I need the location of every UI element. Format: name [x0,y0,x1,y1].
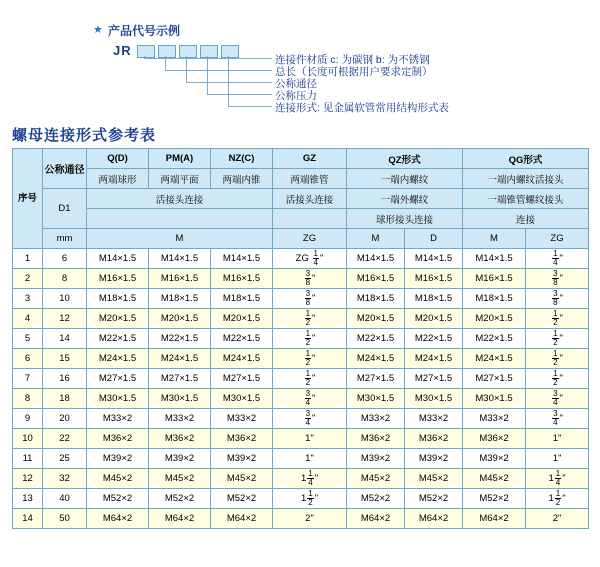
cell-qg-zg: 1 $\frac{1}{2}$ " [526,489,589,509]
th-conn-qz: 一端外螺纹 [347,189,463,209]
cell-qz-m: M45×2 [347,469,405,489]
lead-h-1 [144,58,272,59]
table-row [13,409,589,429]
cell-dn: 25 [43,449,87,469]
th-form-nzc: 两端内锥 [211,169,273,189]
cell-gz-zg: 1" [273,429,347,449]
cell-nzc-m: M30×1.5 [211,389,273,409]
cell-qg-m: M39×2 [463,449,526,469]
code-box-4 [200,45,218,58]
code-box-2 [158,45,176,58]
lead-h-4 [207,94,272,95]
cell-qz-m: M14×1.5 [347,249,405,269]
star-icon: ★ [93,24,103,36]
cell-qz-d: M22×1.5 [405,329,463,349]
th-conn-left: 活接头连接 [87,189,273,209]
cell-qg-m: M36×2 [463,429,526,449]
lead-h-5 [228,106,272,107]
cell-qd-m: M22×1.5 [87,329,149,349]
cell-qg-zg: $\frac{3}{8}$ " [526,269,589,289]
cell-no: 1 [13,249,43,269]
cell-qg-zg: $\frac{1}{4}$ " [526,249,589,269]
head-row-connection2 [13,209,589,229]
table-row [13,309,589,329]
cell-pma-m: M45×2 [149,469,211,489]
cell-gz-zg: $\frac{3}{4}$ " [273,409,347,429]
th-unit-qz-d: D [405,229,463,249]
diagram-label-dn: 公称通径 [275,78,317,90]
lead-h-2 [165,70,272,71]
cell-qz-m: M18×1.5 [347,289,405,309]
cell-qz-m: M30×1.5 [347,389,405,409]
cell-qd-m: M52×2 [87,489,149,509]
table-row [13,429,589,449]
cell-dn: 10 [43,289,87,309]
cell-dn: 50 [43,509,87,529]
lead-v-4 [207,56,208,95]
cell-gz-zg: 1 $\frac{1}{4}$ " [273,469,347,489]
th-conn-gz: 活接头连接 [273,189,347,209]
cell-no: 10 [13,429,43,449]
code-box-1 [137,45,155,58]
diagram-label-connection: 连接形式: 见金属软管常用结构形式表 [275,102,449,114]
head-row-forms [13,169,589,189]
cell-qg-m: M33×2 [463,409,526,429]
th-d1: D1 [43,189,87,229]
cell-dn: 22 [43,429,87,449]
cell-no: 9 [13,409,43,429]
cell-nzc-m: M14×1.5 [211,249,273,269]
diagram-label-pressure: 公称压力 [275,90,317,102]
cell-nzc-m: M16×1.5 [211,269,273,289]
cell-qz-d: M33×2 [405,409,463,429]
cell-qg-zg: 1 $\frac{1}{4}$ " [526,469,589,489]
cell-no: 8 [13,389,43,409]
cell-qg-m: M14×1.5 [463,249,526,269]
th-group-gz: GZ [273,149,347,169]
cell-pma-m: M39×2 [149,449,211,469]
cell-qz-d: M30×1.5 [405,389,463,409]
cell-qz-d: M27×1.5 [405,369,463,389]
cell-qz-d: M18×1.5 [405,289,463,309]
cell-qg-m: M30×1.5 [463,389,526,409]
table-body [13,249,589,529]
cell-dn: 15 [43,349,87,369]
th-index [13,149,43,249]
cell-gz-zg: 2" [273,509,347,529]
cell-qg-m: M24×1.5 [463,349,526,369]
cell-qd-m: M39×2 [87,449,149,469]
cell-gz-zg: $\frac{1}{2}$ " [273,349,347,369]
head-row-units [13,229,589,249]
th-unit-qz-m: M [347,229,405,249]
diagram-title: 产品代号示例 [108,24,181,38]
cell-qz-d: M24×1.5 [405,349,463,369]
cell-qz-d: M14×1.5 [405,249,463,269]
th-group-nzc: NZ(C) [211,149,273,169]
cell-qz-m: M27×1.5 [347,369,405,389]
cell-qg-m: M64×2 [463,509,526,529]
th-unit-qg-zg: ZG [526,229,589,249]
table-row [13,449,589,469]
cell-qz-d: M64×2 [405,509,463,529]
cell-qz-d: M36×2 [405,429,463,449]
cell-pma-m: M18×1.5 [149,289,211,309]
cell-qg-zg: $\frac{1}{2}$ " [526,349,589,369]
cell-qz-d: M39×2 [405,449,463,469]
cell-nzc-m: M22×1.5 [211,329,273,349]
cell-gz-zg: 1 $\frac{1}{2}$ " [273,489,347,509]
cell-qg-m: M18×1.5 [463,289,526,309]
cell-qz-m: M20×1.5 [347,309,405,329]
th-conn-qg2: 连接 [463,209,589,229]
table-row [13,389,589,409]
cell-qz-d: M45×2 [405,469,463,489]
cell-pma-m: M52×2 [149,489,211,509]
cell-gz-zg: $\frac{1}{2}$ " [273,309,347,329]
cell-qg-m: M52×2 [463,489,526,509]
cell-qg-m: M22×1.5 [463,329,526,349]
table-row [13,509,589,529]
cell-nzc-m: M45×2 [211,469,273,489]
cell-qz-m: M24×1.5 [347,349,405,369]
cell-qz-m: M36×2 [347,429,405,449]
head-row-connection [13,189,589,209]
cell-no: 4 [13,309,43,329]
cell-pma-m: M27×1.5 [149,369,211,389]
cell-no: 7 [13,369,43,389]
cell-no: 13 [13,489,43,509]
cell-pma-m: M24×1.5 [149,349,211,369]
table-row [13,249,589,269]
cell-no: 12 [13,469,43,489]
th-form-qg: 一端内螺纹活接头 [463,169,589,189]
cell-qz-m: M39×2 [347,449,405,469]
cell-qg-zg: 1" [526,449,589,469]
cell-no: 11 [13,449,43,469]
table-row [13,369,589,389]
lead-h-3 [186,82,272,83]
th-group-qz: QZ形式 [347,149,463,169]
table-row [13,469,589,489]
cell-qd-m: M18×1.5 [87,289,149,309]
th-conn-qg: 一端锥管螺纹接头 [463,189,589,209]
cell-qd-m: M33×2 [87,409,149,429]
th-group-qd: Q(D) [87,149,149,169]
th-unit-zg: ZG [273,229,347,249]
cell-pma-m: M14×1.5 [149,249,211,269]
cell-nzc-m: M39×2 [211,449,273,469]
nut-connection-table [12,148,589,529]
cell-qd-m: M27×1.5 [87,369,149,389]
cell-pma-m: M16×1.5 [149,269,211,289]
cell-no: 6 [13,349,43,369]
cell-gz-zg: ZG $\frac{1}{4}$ " [273,249,347,269]
cell-qg-zg: $\frac{1}{2}$ " [526,329,589,349]
table-row [13,349,589,369]
cell-qd-m: M64×2 [87,509,149,529]
cell-qz-d: M52×2 [405,489,463,509]
table-title: 螺母连接形式参考表 [12,127,157,144]
cell-qd-m: M30×1.5 [87,389,149,409]
cell-gz-zg: $\frac{1}{2}$ " [273,329,347,349]
table-row [13,489,589,509]
cell-pma-m: M36×2 [149,429,211,449]
cell-nzc-m: M20×1.5 [211,309,273,329]
table-row [13,289,589,309]
cell-gz-zg: $\frac{1}{2}$ " [273,369,347,389]
cell-dn: 16 [43,369,87,389]
cell-qd-m: M20×1.5 [87,309,149,329]
cell-pma-m: M33×2 [149,409,211,429]
table-row [13,329,589,349]
cell-pma-m: M30×1.5 [149,389,211,409]
cell-no: 5 [13,329,43,349]
cell-qd-m: M36×2 [87,429,149,449]
cell-qg-m: M27×1.5 [463,369,526,389]
th-unit-mm: mm [43,229,87,249]
cell-qd-m: M45×2 [87,469,149,489]
cell-qd-m: M14×1.5 [87,249,149,269]
cell-nzc-m: M52×2 [211,489,273,509]
th-index-text: 序号 [17,193,37,204]
cell-nzc-m: M18×1.5 [211,289,273,309]
cell-qz-d: M20×1.5 [405,309,463,329]
cell-dn: 12 [43,309,87,329]
cell-gz-zg: 1" [273,449,347,469]
cell-pma-m: M22×1.5 [149,329,211,349]
cell-no: 3 [13,289,43,309]
cell-qg-m: M45×2 [463,469,526,489]
cell-no: 14 [13,509,43,529]
th-blank-gz [273,209,347,229]
code-box-3 [179,45,197,58]
table-head [13,149,589,249]
cell-gz-zg: $\frac{3}{8}$ " [273,289,347,309]
cell-qg-m: M20×1.5 [463,309,526,329]
cell-qz-m: M16×1.5 [347,269,405,289]
table-row [13,269,589,289]
diagram-label-material: 连接件材质 c: 为碳钢 b: 为不锈钢 [275,54,430,66]
code-box-5 [221,45,239,58]
th-dn: 公称通径 [43,149,87,189]
cell-dn: 20 [43,409,87,429]
th-conn-qz2: 球形接头连接 [347,209,463,229]
cell-qg-zg: $\frac{1}{2}$ " [526,309,589,329]
cell-dn: 8 [43,269,87,289]
cell-nzc-m: M36×2 [211,429,273,449]
cell-dn: 32 [43,469,87,489]
th-form-gz: 两端锥管 [273,169,347,189]
cell-qg-zg: 2" [526,509,589,529]
cell-gz-zg: $\frac{3}{8}$ " [273,269,347,289]
diagram-label-length: 总长（长度可根据用户要求定制） [275,66,433,78]
product-code-diagram [0,0,600,118]
cell-qz-m: M33×2 [347,409,405,429]
cell-qg-zg: 1" [526,429,589,449]
cell-no: 2 [13,269,43,289]
th-group-qg: QG形式 [463,149,589,169]
cell-nzc-m: M27×1.5 [211,369,273,389]
cell-qz-m: M52×2 [347,489,405,509]
cell-qz-d: M16×1.5 [405,269,463,289]
th-unit-m: M [87,229,273,249]
th-unit-qg-m: M [463,229,526,249]
head-row-groups [13,149,589,169]
code-prefix: JR [113,43,132,58]
cell-qg-zg: $\frac{3}{4}$ " [526,409,589,429]
cell-nzc-m: M64×2 [211,509,273,529]
cell-qg-zg: $\frac{1}{2}$ " [526,369,589,389]
th-form-qz: 一端内螺纹 [347,169,463,189]
cell-dn: 18 [43,389,87,409]
th-group-pma: PM(A) [149,149,211,169]
cell-qg-zg: $\frac{3}{4}$ " [526,389,589,409]
cell-qd-m: M24×1.5 [87,349,149,369]
th-form-pma: 两端平面 [149,169,211,189]
cell-gz-zg: $\frac{3}{4}$ " [273,389,347,409]
cell-dn: 6 [43,249,87,269]
cell-qd-m: M16×1.5 [87,269,149,289]
cell-qg-zg: $\frac{3}{8}$ " [526,289,589,309]
th-blank-left [87,209,273,229]
cell-nzc-m: M24×1.5 [211,349,273,369]
cell-dn: 14 [43,329,87,349]
cell-pma-m: M64×2 [149,509,211,529]
cell-qz-m: M64×2 [347,509,405,529]
cell-nzc-m: M33×2 [211,409,273,429]
cell-qz-m: M22×1.5 [347,329,405,349]
th-form-qd: 两端球形 [87,169,149,189]
cell-qg-m: M16×1.5 [463,269,526,289]
cell-dn: 40 [43,489,87,509]
cell-pma-m: M20×1.5 [149,309,211,329]
